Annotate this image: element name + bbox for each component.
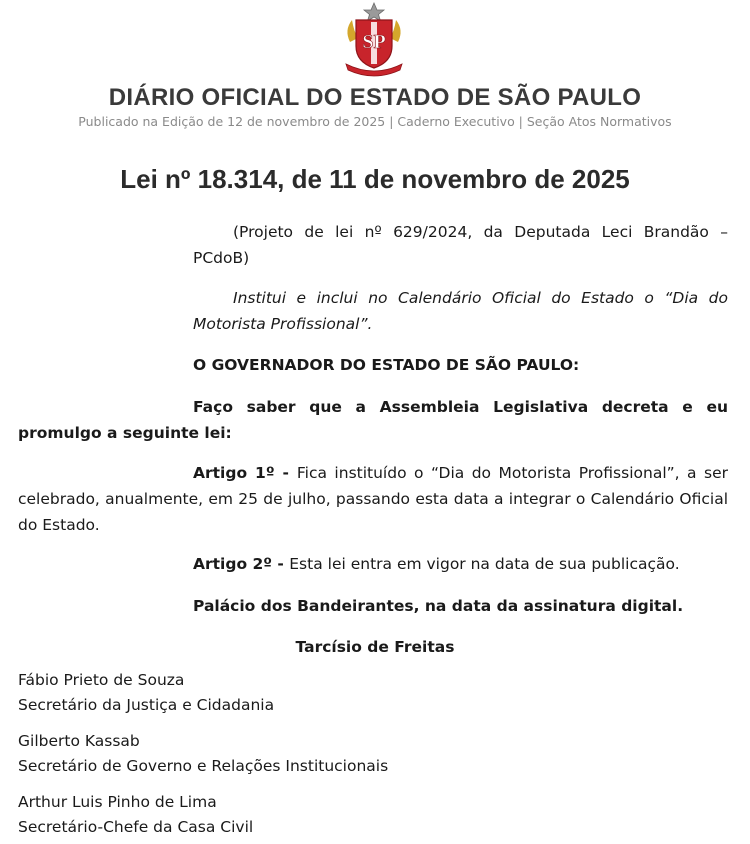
article-2 (18, 551, 728, 577)
signatory-name: Fábio Prieto de Souza (18, 671, 185, 689)
signatory-role: Secretário-Chefe da Casa Civil (18, 818, 254, 836)
law-title: Lei nº 18.314, de 11 de novembro de 2025 (120, 164, 630, 194)
gazette-title: DIÁRIO OFICIAL DO ESTADO DE SÃO PAULO (108, 84, 642, 111)
article-2-label: Artigo 2º - (193, 555, 290, 573)
article-1-text: Fica instituído o “Dia do Motorista Profissional”, a ser celebrado, anualmente, em 25 de julho, passando esta data a integrar o Calendário Oficial do Estado. (18, 464, 728, 534)
signatory-role: Secretário da Justiça e Cidadania (18, 696, 275, 714)
article-1-label: Artigo 1º - (193, 464, 297, 482)
palace-statement: Palácio dos Bandeirantes, na data da assinatura digital. (193, 597, 684, 615)
governor-heading: O GOVERNADOR DO ESTADO DE SÃO PAULO: (193, 356, 580, 374)
article-2-text: Esta lei entra em vigor na data de sua publicação. (289, 555, 680, 573)
promulgation-clause: Faço saber que a Assembleia Legislativa decreta e eu promulgo a seguinte lei: (18, 398, 728, 442)
signatory-name: Gilberto Kassab (18, 732, 140, 750)
signatory-role: Secretário de Governo e Relações Institucionais (18, 757, 389, 775)
signatory-name: Arthur Luis Pinho de Lima (18, 793, 217, 811)
governor-signature: Tarcísio de Freitas (295, 638, 455, 656)
article-1 (18, 460, 728, 538)
gazette-subtitle: Publicado na Edição de 12 de novembro de 2025 | Caderno Executivo | Seção Atos Normativos (78, 114, 672, 129)
signatory-block (18, 668, 274, 718)
law-project-note: (Projeto de lei nº 629/2024, da Deputada Leci Brandão – PCdoB) (193, 223, 728, 267)
sao-paulo-coat-of-arms-icon (340, 2, 408, 78)
signatory-block (18, 790, 253, 840)
signatory-block (18, 729, 388, 779)
crest-letters: SP (362, 31, 386, 53)
law-ementa: Institui e inclui no Calendário Oficial do Estado o “Dia do Motorista Profissional”. (193, 289, 728, 333)
